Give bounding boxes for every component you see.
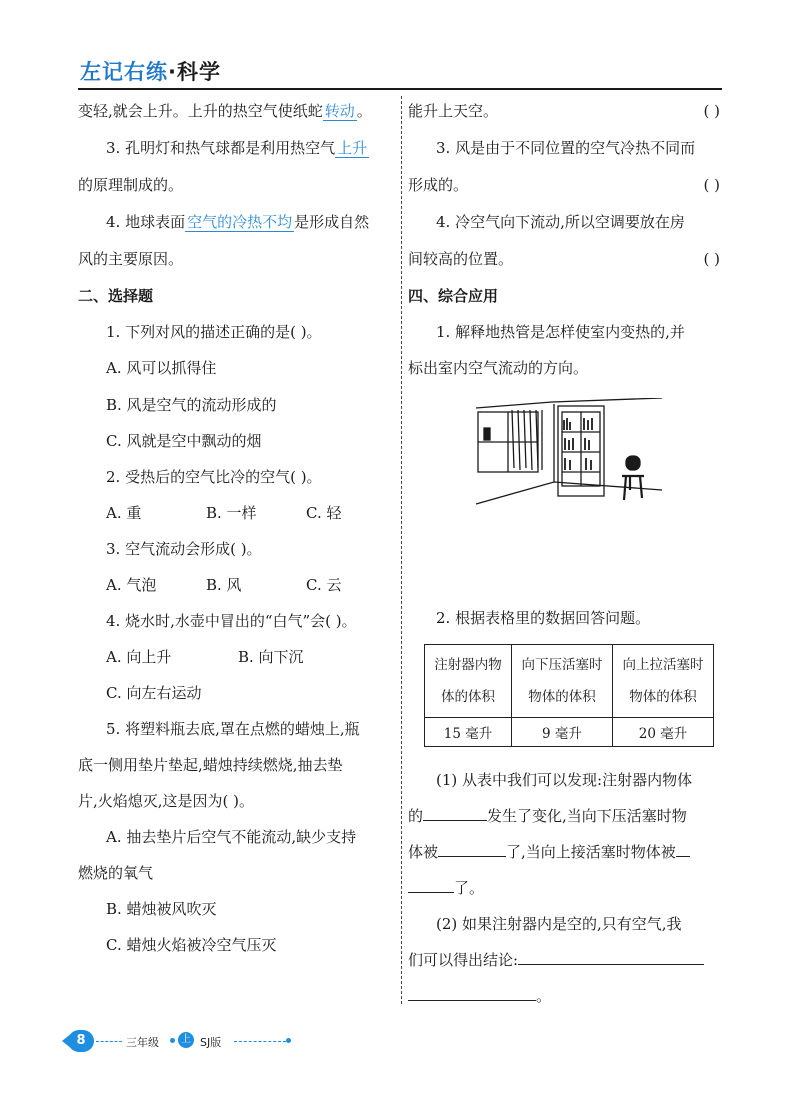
- answer-blank[interactable]: [676, 842, 690, 857]
- series-title: 左记右练: [80, 60, 168, 84]
- sub-question-1: (1) 从表中我们可以发现:注射器内物体: [436, 771, 693, 789]
- application-q2: 2. 根据表格里的数据回答问题。: [436, 609, 651, 627]
- footer-dot-icon: [170, 1038, 175, 1043]
- table-cell: 15 毫升: [425, 718, 512, 747]
- sub-question-2: (2) 如果注射器内是空的,只有空气,我: [436, 915, 682, 933]
- edition-label: SJ版: [200, 1036, 222, 1049]
- answer-highlight: 空气的冷热不均: [187, 213, 293, 231]
- choice-q3-options: [78, 574, 341, 596]
- option-b: B. 风: [206, 576, 242, 594]
- fill-question-3: 3. 孔明灯和热气球都是利用热空气 上升: [106, 139, 368, 157]
- answer-paren: ( ): [703, 102, 720, 120]
- answer-highlight: 上升: [337, 139, 368, 157]
- judge-question-4: 4. 冷空气向下流动,所以空调要放在房: [436, 213, 685, 231]
- choice-q4-option-c: C. 向左右运动: [106, 684, 202, 702]
- fill-question-4: 4. 地球表面 空气的冷热不均 是形成自然: [106, 213, 370, 231]
- chair-back: [626, 456, 640, 470]
- choice-q5-option-a-cont: 燃烧的氧气: [78, 864, 154, 882]
- page-header-title: [80, 56, 221, 86]
- choice-q2-options: [78, 502, 341, 524]
- judge-question-3: 3. 风是由于不同位置的空气冷热不同而: [436, 139, 696, 157]
- header-rule: [78, 88, 722, 90]
- option-b: B. 一样: [206, 504, 257, 522]
- option-a: A. 重: [106, 504, 142, 522]
- option-a: A. 气泡: [106, 576, 157, 594]
- answer-blank[interactable]: [438, 842, 506, 857]
- answer-blank[interactable]: [408, 878, 454, 893]
- choice-q1-option-a: A. 风可以抓得住: [106, 359, 217, 377]
- footer-dash: [234, 1041, 286, 1042]
- option-b: B. 向下沉: [238, 648, 304, 666]
- choice-q5-option-a: A. 抽去垫片后空气不能流动,缺少支持: [106, 828, 357, 846]
- table-row: [425, 718, 714, 747]
- answer-highlight: 转动: [324, 102, 355, 120]
- footer-dot-icon: [286, 1038, 291, 1043]
- application-q1-cont: 标出室内空气流动的方向。: [408, 359, 589, 377]
- sub-question-2-line-2: 们可以得出结论:: [408, 949, 704, 971]
- table-header-cell: 注射器内物 体的体积: [425, 645, 512, 718]
- choice-q5-option-c: C. 蜡烛火焰被冷空气压灭: [106, 936, 277, 954]
- room-illustration: [474, 398, 662, 508]
- fill-line-1: 变轻,就会上升。上升的热空气使纸蛇 转动 。: [78, 102, 372, 120]
- table-header-cell: 向下压活塞时 物体的体积: [512, 645, 613, 718]
- page-number: 8: [68, 1030, 94, 1052]
- choice-q5: 5. 将塑料瓶去底,罩在点燃的蜡烛上,瓶: [106, 720, 360, 738]
- grade-label: 三年级: [126, 1036, 159, 1049]
- page-footer: [62, 1030, 302, 1054]
- fill-question-4-cont: 风的主要原因。: [78, 250, 184, 268]
- answer-blank[interactable]: [518, 950, 704, 965]
- column-divider: [401, 96, 402, 1004]
- choice-q1-option-b: B. 风是空气的流动形成的: [106, 396, 277, 414]
- judge-question-4-cont: 间较高的位置。 ( ): [408, 250, 720, 268]
- choice-q1: 1. 下列对风的描述正确的是( )。: [106, 323, 322, 341]
- title-separator: ·: [168, 60, 177, 84]
- option-c: C. 轻: [306, 504, 342, 522]
- choice-q3: 3. 空气流动会形成( )。: [106, 540, 262, 558]
- syringe-data-table: [424, 644, 714, 747]
- table-cell: 9 毫升: [512, 718, 613, 747]
- choice-q4-options: [78, 646, 304, 668]
- sub-question-1-line-4: 了。: [408, 877, 484, 899]
- option-c: C. 云: [306, 576, 342, 594]
- answer-paren: ( ): [703, 176, 720, 194]
- table-header-cell: 向上拉活塞时 物体的体积: [613, 645, 714, 718]
- subject-title: 科学: [176, 60, 221, 84]
- choice-q4: 4. 烧水时,水壶中冒出的“白气”会( )。: [106, 612, 357, 630]
- table-header-row: [425, 645, 714, 718]
- choice-q2: 2. 受热后的空气比冷的空气( )。: [106, 468, 322, 486]
- answer-blank[interactable]: [408, 986, 536, 1001]
- floor-line: [476, 482, 662, 504]
- books: [564, 418, 592, 470]
- answer-paren: ( ): [703, 250, 720, 268]
- table-cell: 20 毫升: [613, 718, 714, 747]
- sub-question-1-line-3: 体被 了,当向上接活塞时物体被: [408, 841, 690, 863]
- fill-question-3-cont: 的原理制成的。: [78, 176, 184, 194]
- judge-line-cont: 能升上天空。 ( ): [408, 102, 720, 120]
- semester-badge: 上: [178, 1032, 194, 1048]
- option-a: A. 向上升: [106, 648, 172, 666]
- footer-dash: [96, 1041, 122, 1042]
- judge-question-3-cont: 形成的。 ( ): [408, 176, 720, 194]
- answer-blank[interactable]: [423, 806, 487, 821]
- choice-q5-cont-1: 底一侧用垫片垫起,蜡烛持续燃烧,抽去垫: [78, 756, 343, 774]
- sub-question-2-line-3: 。: [408, 985, 551, 1007]
- choice-q5-option-b: B. 蜡烛被风吹灭: [106, 900, 217, 918]
- choice-q5-cont-2: 片,火焰熄灭,这是因为( )。: [78, 792, 255, 810]
- sub-question-1-line-2: 的 发生了变化,当向下压活塞时物: [408, 807, 687, 825]
- curtain-tie: [484, 428, 490, 440]
- section-heading-application: 四、综合应用: [408, 287, 499, 305]
- section-heading-choice: 二、选择题: [78, 287, 154, 305]
- choice-q1-option-c: C. 风就是空中飘动的烟: [106, 432, 262, 450]
- application-q1: 1. 解释地热管是怎样使室内变热的,并: [436, 323, 685, 341]
